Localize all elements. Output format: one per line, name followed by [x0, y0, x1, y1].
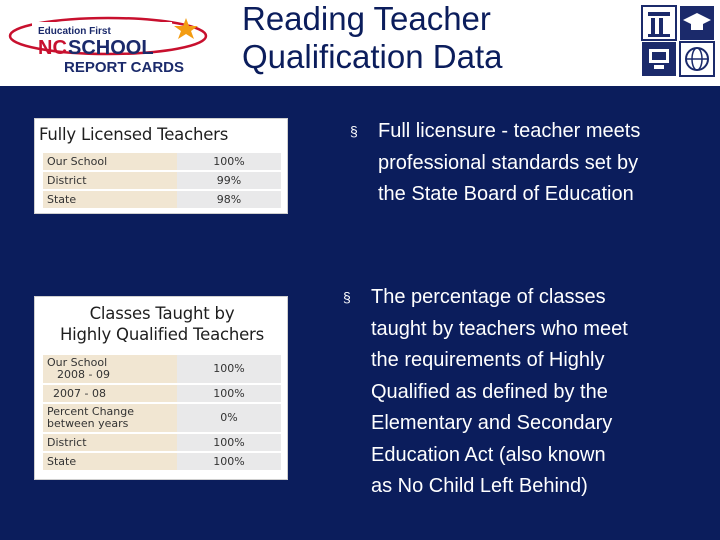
highly-qualified-card	[34, 296, 288, 480]
row-label: Our School	[43, 153, 177, 170]
row-value: 100%	[177, 434, 281, 451]
bullet-line: taught by teachers who meet	[371, 317, 628, 340]
highly-qualified-title	[35, 303, 289, 345]
star-icon	[174, 18, 198, 39]
nc-school-report-cards-logo	[8, 14, 218, 78]
row-label-line-2: 2008 - 09	[57, 368, 110, 381]
title-line-2: Qualification Data	[242, 38, 503, 75]
logo-school-text: SCHOOL	[68, 37, 154, 59]
logo-report-text: REPORT CARDS	[64, 59, 185, 76]
row-label: District	[43, 172, 177, 189]
row-value: 0%	[177, 404, 281, 432]
row-value: 99%	[177, 172, 281, 189]
row-label	[43, 404, 177, 432]
state-board-emblem-icons	[640, 4, 716, 78]
row-value: 100%	[177, 355, 281, 383]
row-label: 2007 - 08	[43, 385, 177, 402]
bullet-line: Elementary and Secondary	[371, 412, 613, 434]
bullet-item	[343, 282, 698, 503]
hq-title-line-2: Highly Qualified Teachers	[59, 325, 265, 344]
row-label: District	[43, 434, 177, 451]
row-label-line-1: Our School	[47, 356, 108, 369]
bullet-line: Full licensure - teacher meets	[378, 120, 641, 142]
bullet-marker-icon: §	[343, 289, 351, 305]
bullet-line: Qualified as defined by the	[371, 380, 608, 403]
bullet-full-licensure	[350, 116, 705, 211]
row-label: State	[43, 453, 177, 470]
slide-header	[0, 0, 720, 86]
bullet-line: the requirements of Highly	[371, 349, 605, 371]
logo-top-text: Education First	[38, 26, 111, 37]
bullet-item	[350, 116, 705, 211]
bullet-line: the State Board of Education	[378, 183, 634, 205]
bullet-line: as No Child Left Behind)	[371, 475, 588, 497]
row-label	[43, 355, 177, 383]
table-row	[43, 385, 281, 402]
table-row	[43, 355, 281, 383]
title-line-1: Reading Teacher	[242, 0, 491, 37]
row-value: 100%	[177, 453, 281, 470]
row-value: 100%	[177, 153, 281, 170]
bullet-highly-qualified	[343, 282, 698, 503]
table-row	[43, 434, 281, 451]
table-row	[43, 172, 281, 189]
table-row	[43, 191, 281, 208]
bullet-line: professional standards set by	[378, 151, 639, 174]
row-label-line-2: between years	[47, 417, 129, 430]
highly-qualified-table	[43, 353, 281, 472]
table-row	[43, 153, 281, 170]
fully-licensed-table	[43, 151, 281, 210]
slide-title	[242, 0, 502, 76]
bullet-line: The percentage of classes	[371, 286, 606, 308]
row-value: 98%	[177, 191, 281, 208]
fully-licensed-title: Fully Licensed Teachers	[39, 125, 229, 144]
bullet-marker-icon: §	[350, 123, 358, 139]
row-value: 100%	[177, 385, 281, 402]
hq-title-line-1: Classes Taught by	[89, 304, 235, 323]
logo-nc-text: NC	[38, 37, 67, 59]
table-row	[43, 404, 281, 432]
row-label: State	[43, 191, 177, 208]
row-label-line-1: Percent Change	[47, 405, 135, 418]
fully-licensed-card	[34, 118, 288, 214]
bullet-line: Education Act (also known	[371, 443, 606, 466]
table-row	[43, 453, 281, 470]
